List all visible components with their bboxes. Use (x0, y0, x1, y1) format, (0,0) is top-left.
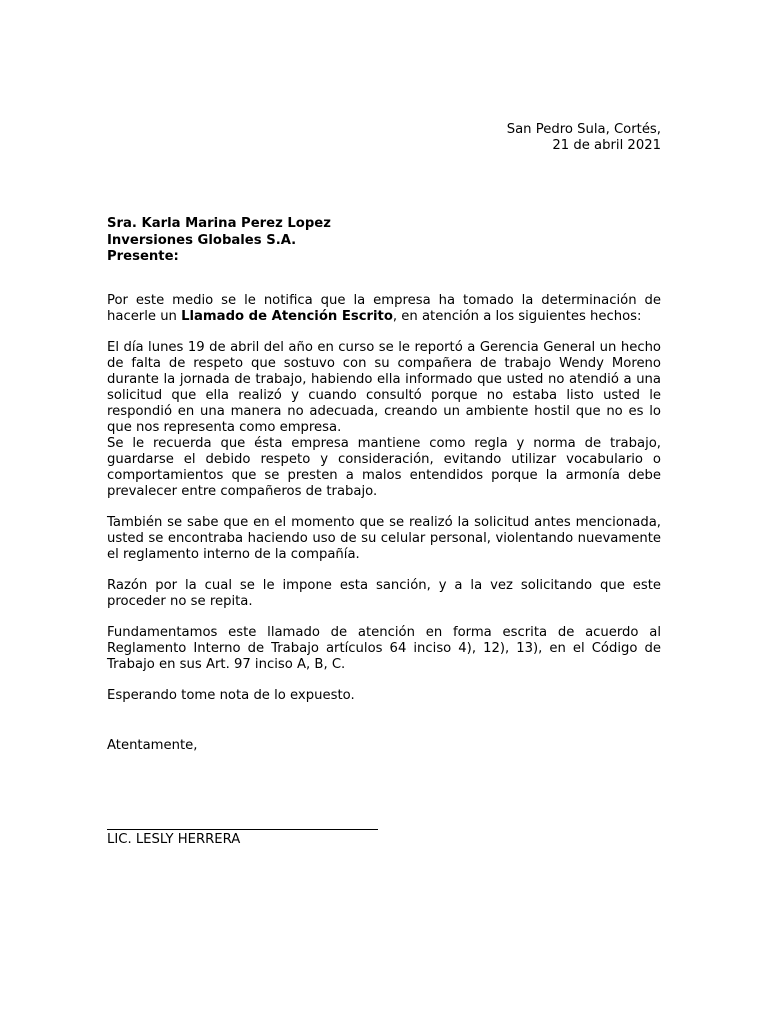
signer-name: LIC. LESLY HERRERA (107, 832, 241, 847)
letter-body (107, 293, 661, 719)
facts-paragraph-3: También se sabe que en el momento que se realizó la solicitud antes mencionada, usted se encontraba haciendo uso de su celular personal, violentando nuevamente el reglamento interno de la compañía. (107, 515, 661, 562)
intro-text-before: Por este medio se le notifica que la empresa ha tomado la determinación de hacerle un (107, 293, 661, 324)
facts-paragraph-1: El día lunes 19 de abril del año en curso se le reportó a Gerencia General un hecho de falta de respeto que sostuvo con su compañera de trabajo Wendy Moreno durante la jornada de trabajo, habiendo ella informado que usted no atendió a una solicitud que ella realizó y cuando consultó porque no estaba listo usted le respondió en una manera no adecuada, creando un ambiente hostil que no es lo que nos representa como empresa. (107, 340, 661, 435)
intro-bold-title: Llamado de Atención Escrito (181, 309, 393, 324)
recipient-greeting: Presente: (107, 249, 179, 264)
closing-note-paragraph: Esperando tome nota de lo expuesto. (107, 688, 355, 703)
signature-line (107, 829, 378, 830)
recipient-name: Sra. Karla Marina Perez Lopez (107, 216, 331, 231)
intro-paragraph (107, 293, 661, 325)
sanction-paragraph: Razón por la cual se le impone esta sanción, y a la vez solicitando que este proceder no se repita. (107, 578, 661, 609)
letter-date: 21 de abril 2021 (552, 138, 661, 153)
letter-place: San Pedro Sula, Cortés, (506, 122, 661, 137)
recipient-company: Inversiones Globales S.A. (107, 232, 297, 248)
recipient-block (107, 216, 331, 266)
intro-text-after: , en atención a los siguientes hechos: (392, 309, 642, 324)
facts-paragraph-2: Se le recuerda que ésta empresa mantiene como regla y norma de trabajo, guardarse el debido respeto y consideración, evitando utilizar vocabulario o comportamientos que se presten a malos entendidos porque la armonía debe prevalecer entre compañeros de trabajo. (107, 436, 661, 499)
closing-salutation: Atentamente, (107, 738, 198, 753)
legal-paragraph: Fundamentamos este llamado de atención en forma escrita de acuerdo al Reglamento Interno de Trabajo artículos 64 inciso 4), 12), 13), en el Código de Trabajo en sus Art. 97 inciso A, B, C. (107, 625, 661, 672)
date-block (507, 122, 661, 154)
